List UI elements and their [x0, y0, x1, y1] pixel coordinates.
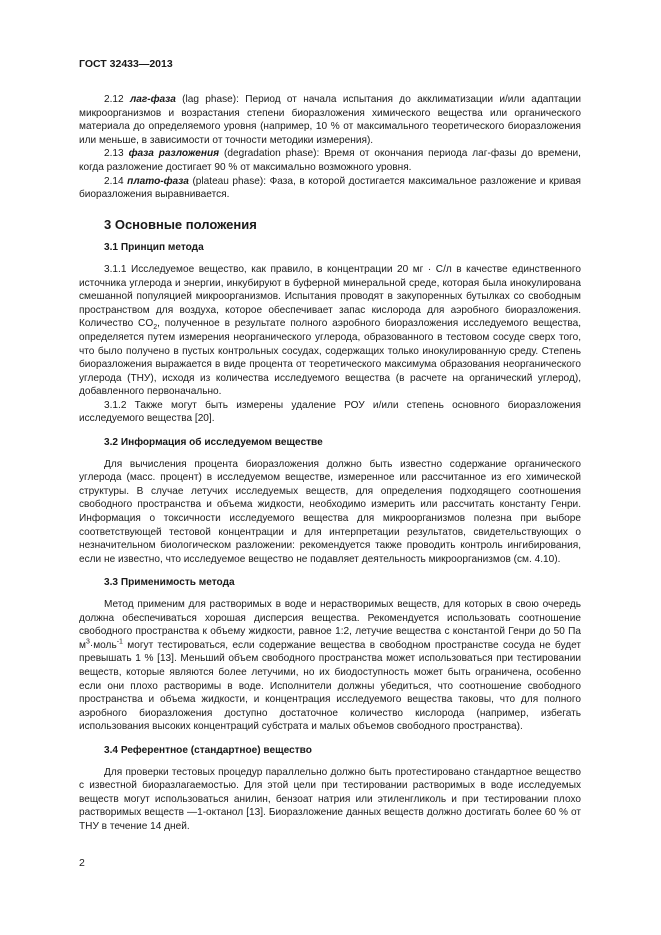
paragraph-3-1-2: 3.1.2 Также могут быть измерены удаление РОУ и/или степень основного биоразложения исследуемого вещества [20]. [79, 399, 581, 425]
definition-2-12: 2.12 лаг-фаза (lag phase): Период от начала испытания до акклиматизации и/или адаптации микроорганизмов и возрастания степени биоразложения химического вещества или органического материала до определяемого уровня (например, 10 % от максимального теоретического биоразложения или меньше, в зависимости от точности методики измерения). [79, 94, 581, 146]
subsection-title-3-2: 3.2 Информация об исследуемом веществе [104, 437, 323, 449]
paragraph-3-3: Метод применим для растворимых в воде и нерастворимых веществ, для которых в свою очередь должна обеспечиваться хорошая дисперсия вещества. Рекомендуется использовать соотношение свободного пространства к объему жидкости, равное 1:2, летучие вещества с константой Генри до 50 Па $м^3\cdot моль^{-1}$ могут тестироваться, если содержание вещества в свободном пространстве сосуда не будет превышать 1 % [13]. Меньший объем свободного пространства может использоваться при тестировании веществ, которые являются более летучими, но их биодоступность может быть ограничена, особенно если они плохо растворимы в воде. Исполнители должны убедиться, что соотношение свободного пространства и объема жидкости, и концентрация исследуемого вещества таковы, что для полного аэробного биоразложения доступно достаточное количество кислорода (например, избегать использования высоких концентраций субстрата и малых объемов свободного пространства). [79, 599, 581, 733]
term-plateau-phase: плато-фаза [127, 175, 189, 187]
term-lag-phase: лаг-фаза [129, 94, 176, 105]
subsection-title-3-1: 3.1 Принцип метода [104, 242, 204, 254]
paragraph-3-1-1: 3.1.1 Исследуемое вещество, как правило, в концентрации 20 мг · С/л в качестве единственного источника углерода и энергии, инкубируют в буферной минеральной среде, которая была инокулирована смешанной популяцией микроорганизмов. Испытания проводят в закупоренных бутылках со свободным пространством для воздуха, которое обеспечивает запас кислорода для аэробного биоразложения. Количество $CO_2$, полученное в результате полного аэробного биоразложения исследуемого вещества, определяется путем измерения неорганического углерода, образованного в тестовом сосуде сверх того, что было получено в пустых контрольных сосудах, содержащих только инокулированную среду. Степень биоразложения выражается в виде процента от теоретического максимума образования неорганического углерода (ТНУ), исходя из количества исследуемого вещества (в расчете на органический углерод), добавленного первоначально. [79, 263, 581, 398]
term-degradation-phase: фаза разложения [128, 148, 220, 160]
page-content [79, 93, 581, 834]
section-title: 3 Основные положения [104, 216, 257, 232]
paragraph-3-2: Для вычисления процента биоразложения должно быть известно содержание органического углерода (масс. процент) в исследуемом веществе, измеренное или рассчитанное из его химической структуры. В случае летучих исследуемых веществ, для определения подходящего соотношения свободного пространства и объема жидкости, необходимо измерить или рассчитать константу Генри. Информация о токсичности исследуемого вещества для микроорганизмов полезна при выборе соответствующей тестовой концентрации и для интерпретации результатов, свидетельствующих о незначительном биологическом разложении: рекомендуется также проводить контроль ингибирования, если не известно, что исследуемое вещество не подавляет деятельность микроорганизмов (см. 4.10). [79, 458, 581, 565]
subsection-title-3-4: 3.4 Референтное (стандартное) вещество [104, 744, 312, 756]
paragraph-3-4: Для проверки тестовых процедур параллельно должно быть протестировано стандартное вещество с известной биоразлагаемостью. Для этой цели при тестировании растворимых в воде исследуемых веществ могут использоваться анилин, бензоат натрия или этиленгликоль и при тестировании плохо растворимых веществ —1-октанол [13]. Биоразложение данных веществ должно достигать более 60 % от ТНУ в течение 14 дней. [79, 766, 581, 832]
page-number: 2 [79, 857, 85, 869]
subsection-title-3-3: 3.3 Применимость метода [104, 577, 235, 589]
definition-2-14: 2.14 плато-фаза (plateau phase): Фаза, в которой достигается максимальное разложение и кривая биоразложения выравнивается. [79, 175, 582, 201]
definition-2-13: 2.13 фаза разложения (degradation phase): Время от окончания периода лаг-фазы до времени, когда разложение достигает 90 % от максимально возможного уровня. [79, 148, 581, 173]
standard-header: ГОСТ 32433—2013 [79, 58, 173, 70]
